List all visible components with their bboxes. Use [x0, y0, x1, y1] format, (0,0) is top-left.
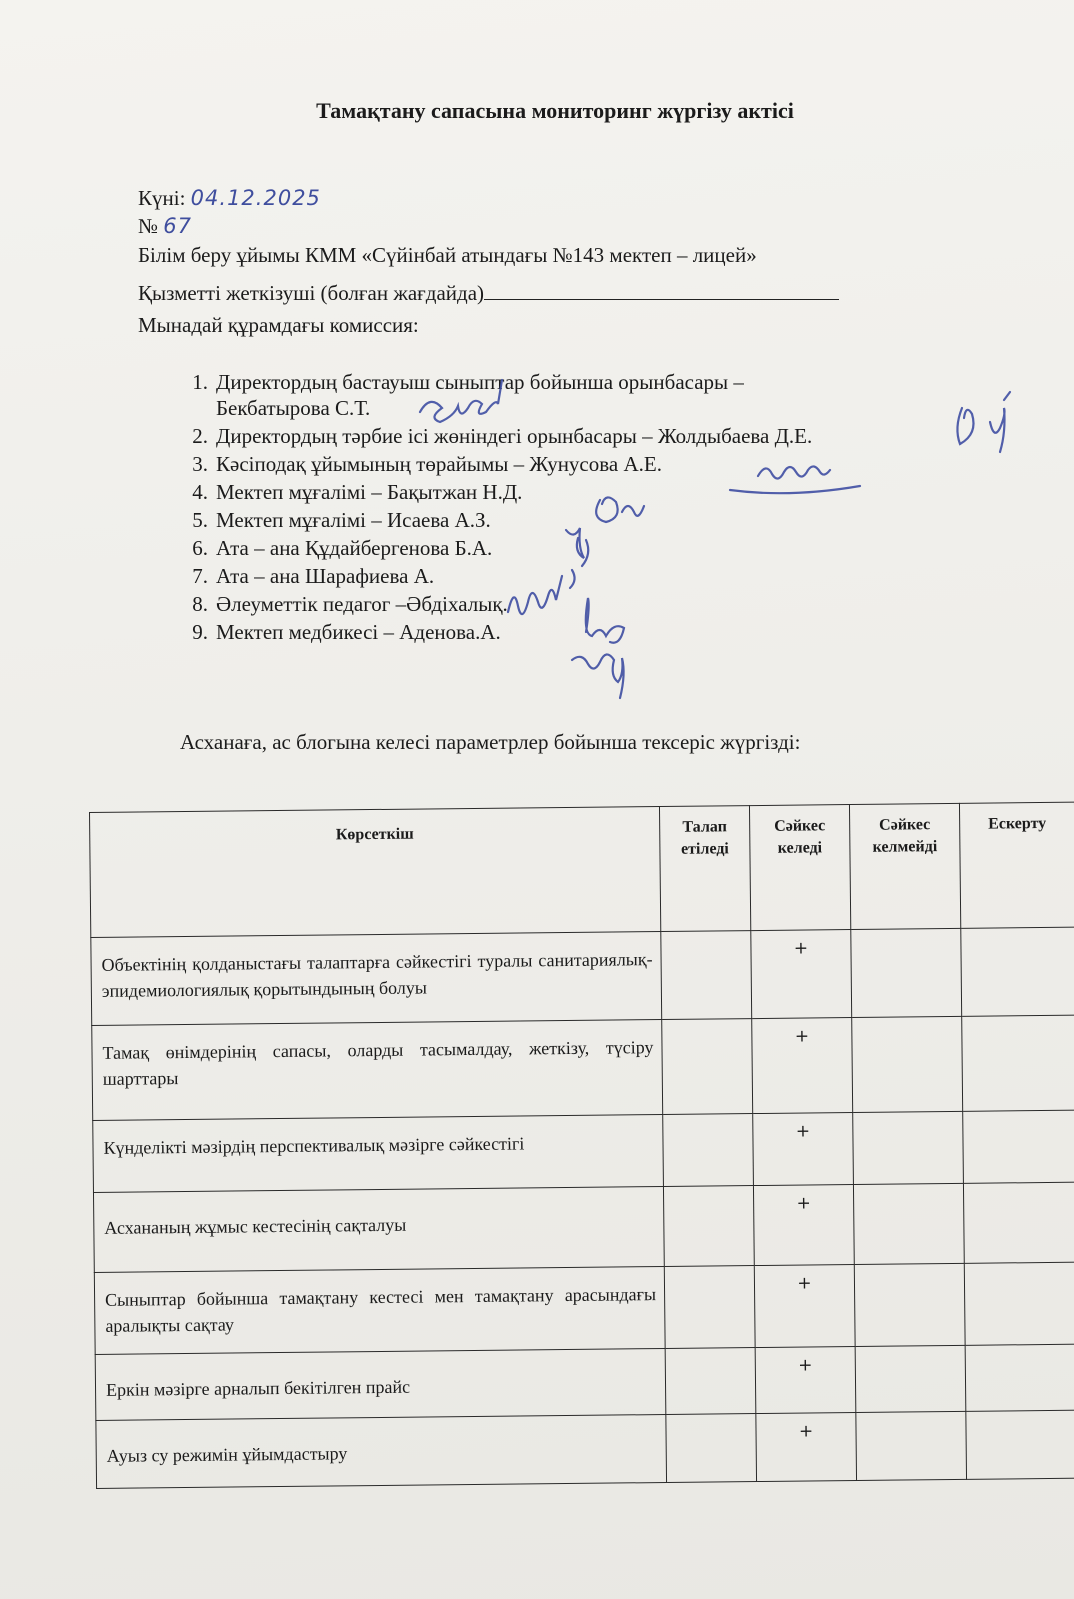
signature-4 [596, 497, 644, 522]
table-row: Күнделікті мәзірдің перспективалық мәзірге сәйкестігі + [93, 1110, 1074, 1192]
table-row: Еркін мәзірге арналып бекітілген прайс + [95, 1344, 1074, 1420]
member-6: 6. Ата – ана Құдайбергенова Б.А. [192, 536, 493, 560]
signature-8 [586, 598, 624, 643]
supplier-label: Қызметті жеткізуші (болған жағдайда) [138, 281, 485, 305]
signature-5 [566, 528, 588, 566]
table-row: Ауыз су режимін ұйымдастыру + [96, 1410, 1074, 1488]
member-4: 4. Мектеп мұғалімі – Бақытжан Н.Д. [192, 480, 523, 504]
member-8: 8. Әлеуметтік педагог –Әбдіхалық. [192, 592, 508, 616]
date-value: 04.12.2025 [190, 186, 321, 210]
document-title: Тамақтану сапасына мониторинг жүргізу актісі [316, 98, 794, 123]
member-2: 2. Директордың тәрбие ісі жөніндегі орынбасары – Жолдыбаева Д.Е. [192, 424, 813, 448]
signature-6 [570, 570, 575, 588]
signature-1 [420, 380, 502, 422]
table-header-row [90, 802, 1074, 937]
signature-7 [508, 576, 562, 614]
member-3: 3. Кәсіподақ ұйымының төрайымы – Жунусова А.Е. [192, 452, 662, 476]
table-row: Асхананың жұмыс кестесінің сақталуы + [93, 1182, 1074, 1272]
signature-3 [730, 466, 860, 493]
organization-line: Білім беру ұйымы КММ «Сүйінбай атындағы №143 мектеп – лицей» [138, 243, 757, 267]
number-value: 67 [163, 214, 193, 238]
header-noncompliant: Сәйкес келмейді [849, 803, 960, 929]
header-required: Талап етіледі [659, 806, 750, 932]
signature-2 [957, 392, 1010, 452]
inspection-table [89, 802, 1074, 1489]
member-9: 9. Мектеп медбикесі – Аденова.А. [192, 620, 501, 644]
header-compliant: Сәйкес келеді [749, 805, 850, 931]
number-label: № [138, 214, 159, 238]
member-1: 1. Директордың бастауыш сыныптар бойынша орынбасары – [192, 370, 744, 394]
signatures [0, 0, 1074, 720]
date-label: Күні: [138, 186, 186, 210]
table-row: Тамақ өнімдерінің сапасы, оларды тасымалдау, жеткізу, түсіру шарттары + [92, 1015, 1074, 1120]
member-5: 5. Мектеп мұғалімі – Исаева А.З. [192, 508, 491, 532]
member-1-name: Бекбатырова С.Т. [216, 396, 371, 420]
header-note: Ескерту [959, 802, 1074, 928]
header-indicator: Көрсеткіш [90, 807, 661, 938]
commission-label: Мынадай құрамдағы комиссия: [138, 313, 419, 337]
signature-9 [572, 654, 624, 698]
table-row: Объектінің қолданыстағы талаптарға сәйкестігі туралы санитариялық-эпидемиологиялық қорытындының болуы + [91, 927, 1074, 1025]
member-7: 7. Ата – ана Шарафиева А. [192, 564, 435, 588]
table-row: Сыныптар бойынша тамақтану кестесі мен тамақтану арасындағы аралықты сақтау + [94, 1262, 1074, 1354]
inspection-intro: Асханаға, ас блогына келесі параметрлер бойынша тексеріс жүргізді: [180, 730, 801, 754]
